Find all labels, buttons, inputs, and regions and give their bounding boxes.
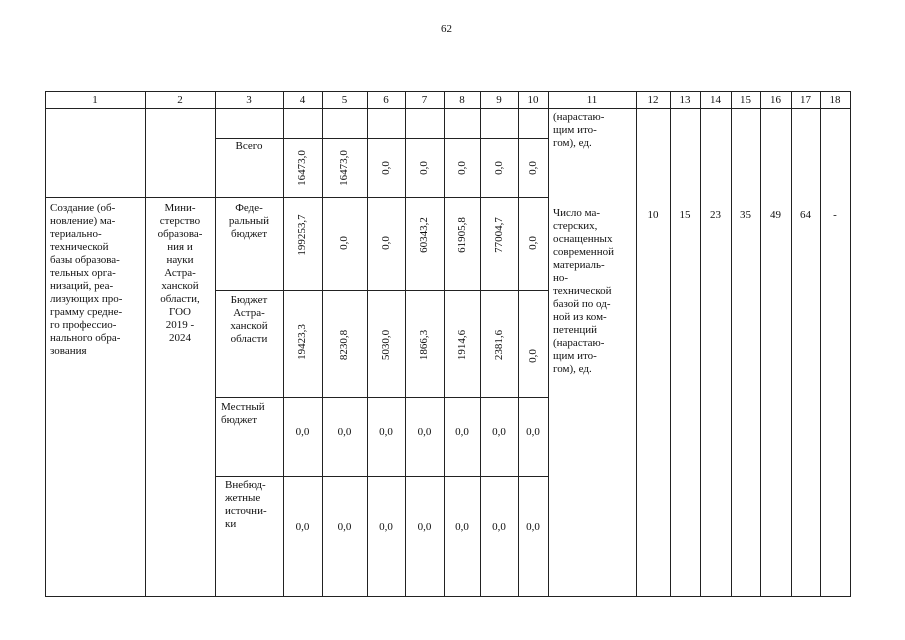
local-value: 0,0 (337, 426, 352, 438)
local-value: 0,0 (417, 426, 432, 438)
extra-value: 0,0 (492, 521, 506, 533)
target-value: 15 (679, 209, 691, 221)
vsego-value: 0,0 (493, 161, 505, 175)
regional-value: 0,0 (527, 349, 539, 363)
page-number: 62 (441, 23, 452, 35)
col-header-15: 15 (740, 94, 751, 106)
regional-value: 1914,6 (456, 329, 468, 361)
col-header-6: 6 (383, 94, 389, 106)
federal-value: 60343,2 (418, 217, 430, 253)
source-label: Местный бюджет (221, 401, 265, 426)
vsego-value: 0,0 (380, 161, 392, 175)
source-label: Внебюд- жетные источни- ки (225, 479, 267, 530)
col-header-10: 10 (527, 94, 539, 106)
local-value: 0,0 (455, 426, 469, 438)
col-header-3: 3 (246, 94, 252, 106)
federal-value: 61905,8 (456, 217, 468, 253)
col-header-18: 18 (829, 94, 841, 106)
federal-value: 199253,7 (296, 214, 308, 256)
regional-value: 19423,3 (296, 324, 308, 360)
federal-value: 0,0 (380, 236, 392, 250)
col-header-5: 5 (341, 94, 348, 106)
local-value: 0,0 (492, 426, 506, 438)
regional-value: 5030,0 (380, 329, 392, 361)
target-value: 64 (800, 209, 811, 221)
extra-value: 0,0 (379, 521, 393, 533)
target-value: - (833, 209, 837, 221)
local-value: 0,0 (379, 426, 393, 438)
extra-value: 0,0 (526, 521, 540, 533)
target-value: 23 (710, 209, 721, 221)
col-header-2: 2 (177, 94, 183, 106)
regional-value: 2381,6 (493, 329, 505, 361)
col-header-11: 11 (586, 94, 598, 106)
vsego-value: 0,0 (456, 161, 468, 175)
vsego-value: 16473,0 (338, 150, 350, 186)
local-value: 0,0 (526, 426, 540, 438)
top-col11-text: (нарастаю- щим ито- гом), ед. (553, 111, 605, 149)
extra-value: 0,0 (295, 521, 310, 533)
activity-name: Создание (об- новление) ма- териально- технической базы образова- тельных орга- низаций, реа- лизующих про- грамму средне- го профессио- нального обра- зования (50, 202, 123, 357)
col-header-16: 16 (770, 94, 781, 106)
source-label: Бюджет Астра- ханской области (230, 294, 268, 345)
target-value: 35 (740, 209, 751, 221)
col-header-7: 7 (421, 94, 428, 106)
regional-value: 1866,3 (418, 329, 430, 361)
col-header-17: 17 (800, 94, 811, 106)
executor: Мини- стерство образова- ния и науки Астра- ханской области, ГОО 2019 - 2024 (157, 202, 203, 344)
extra-value: 0,0 (455, 521, 469, 533)
col-header-12: 12 (647, 94, 659, 106)
local-value: 0,0 (295, 426, 310, 438)
regional-value: 8230,8 (338, 329, 350, 361)
col-header-1: 1 (92, 94, 98, 106)
vsego-value: 16473,0 (296, 150, 308, 186)
col-header-4: 4 (299, 94, 306, 106)
col-header-13: 13 (679, 94, 691, 106)
source-label: Феде- ральный бюджет (228, 202, 270, 240)
federal-value: 77004,7 (493, 217, 505, 253)
col-header-9: 9 (496, 94, 502, 106)
vsego-label: Всего (235, 140, 263, 152)
target-value: 49 (770, 209, 781, 221)
target-value: 10 (647, 209, 659, 221)
col-header-8: 8 (459, 94, 465, 106)
federal-value: 0,0 (338, 236, 350, 250)
federal-value: 0,0 (527, 236, 539, 250)
vsego-value: 0,0 (527, 161, 539, 175)
extra-value: 0,0 (337, 521, 352, 533)
vsego-value: 0,0 (418, 161, 430, 175)
col-header-14: 14 (710, 94, 721, 106)
indicator-text: Число ма- стерских, оснащенных современной материаль- но- технической базой по од- ной из ком- петенций (нарастаю- щим ито- гом), ед. (553, 207, 614, 375)
extra-value: 0,0 (417, 521, 432, 533)
